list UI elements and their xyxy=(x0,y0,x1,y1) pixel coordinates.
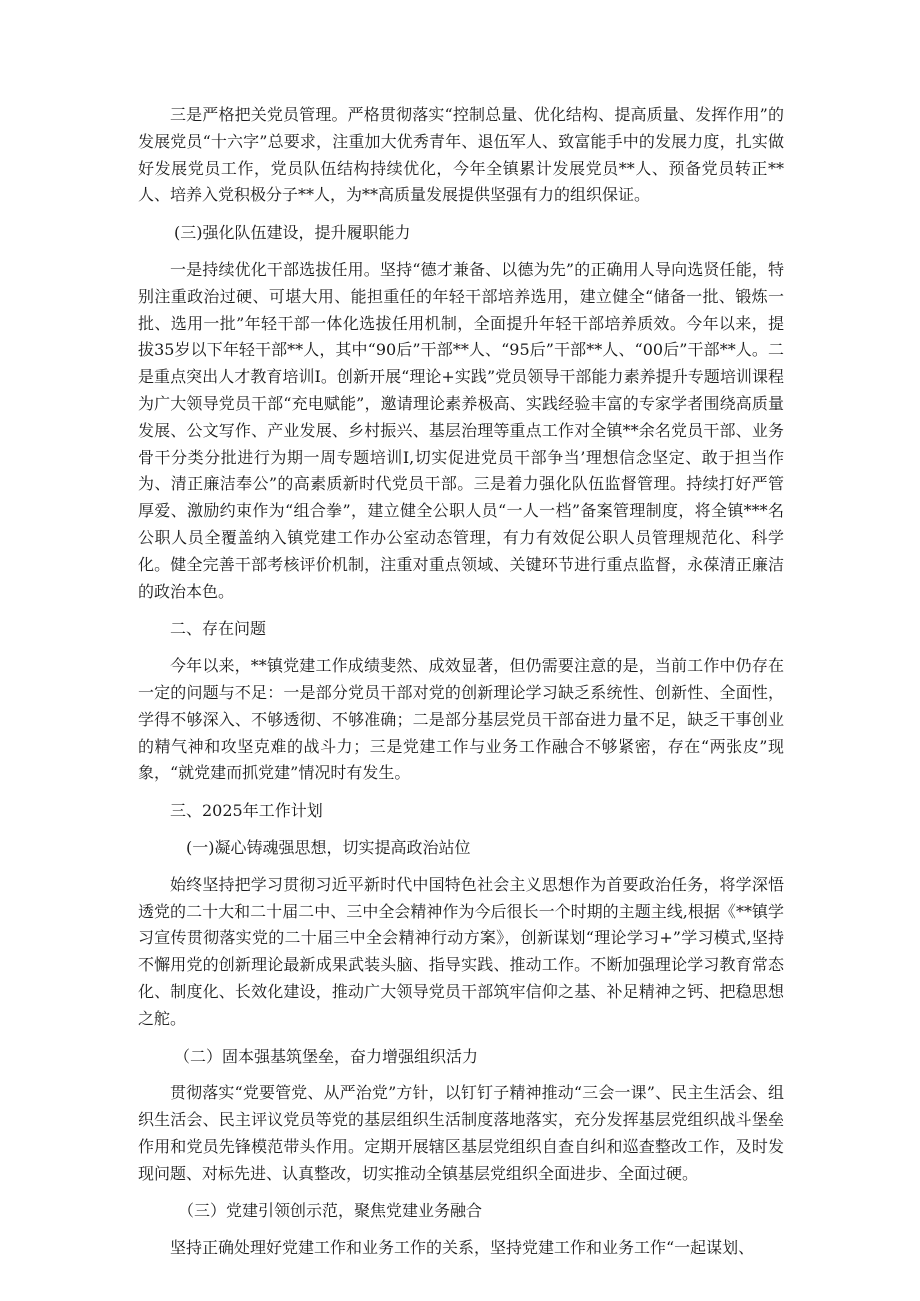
paragraph-cadre-selection: 一是持续优化干部选拔任用。坚持“德才兼备、以德为先”的正确用人导向选贤任能，特别注重政治过硬、可堪大用、能担重任的年轻干部培养选用，建立健全“储备一批、锻炼一批、选用一批”年轻干部一体化选拔任用机制，全面提升年轻干部培养质效。今年以来，提拔35岁以下年轻干部**人，其中“90后”干部**人、“95后”干部**人、“00后”干部**人。二是重点突出人才教育培训I。创新开展“理论+实践”党员领导干部能力素养提升专题培训课程为广大领导党员干部“充电赋能”，邀请理论素养极高、实践经验丰富的专家学者围绕高质量发展、公文写作、产业发展、乡村振兴、基层治理等重点工作对全镇**余名党员干部、业务骨干分类分批进行为期一周专题培训I,切实促进党员干部争当’理想信念坚定、敢于担当作为、清正廉洁奉公”的高素质新时代党员干部。三是着力强化队伍监督管理。持续打好严管厚爱、激励约束作为“组合拳”，建立健全公职人员“一人一档”备案管理制度，将全镇***名公职人员全覆盖纳入镇党建工作办公室动态管理，有力有效促公职人员管理规范化、科学化。健全完善干部考核评价机制，注重对重点领域、关键环节进行重点监督，永葆清正廉洁的政治本色。 xyxy=(138,259,784,601)
paragraph-integration: 坚持正确处理好党建工作和业务工作的关系，坚持党建工作和业务工作“一起谋划、 xyxy=(170,1238,755,1258)
paragraph-problems: 今年以来，**镇党建工作成绩斐然、成效显著，但仍需要注意的是，当前工作中仍存在一定的问题与不足：一是部分党员干部对党的创新理论学习缺乏系统性、创新性、全面性，学得不够深入、不够透彻、不够准确；二是部分基层党员干部奋进力量不足，缺乏干事创业的精气神和攻坚克难的战斗力；三是党建工作与业务工作融合不够紧密，存在“两张皮”现象，“就党建而抓党建”情况时有发生。 xyxy=(138,656,784,783)
subheading-team-building: (三)强化队伍建设，提升履职能力 xyxy=(174,223,411,243)
document-page xyxy=(138,102,784,1262)
paragraph-organization: 贯彻落实“党要管党、从严治党”方针，以钉钉子精神推动“三会一课”、民主生活会、组织生活会、民主评议党员等党的基层组织生活制度落地落实，充分发挥基层党组织战斗堡垒作用和党员先锋模范带头作用。定期开展辖区基层党组织自查自纠和巡查整改工作，及时发现问题、对标先进、认真整改，切实推动全镇基层党组织全面进步、全面过硬。 xyxy=(138,1083,784,1183)
heading-work-plan-2025: 三、2025年工作计划 xyxy=(170,801,323,821)
heading-existing-problems: 二、存在问题 xyxy=(170,619,267,639)
paragraph-ideology: 始终坚持把学习贯彻习近平新时代中国特色社会主义思想作为首要政治任务，将学深悟透党的二十大和二十届二中、三中全会精神作为今后很长一个时期的主题主线,根据《**镇学习宣传贯彻落实党的二十届三中全会精神行动方案》，创新谋划“理论学习+”学习模式,坚持不懈用党的创新理论最新成果武装头脑、指导实践、推动工作。不断加强理论学习教育常态化、制度化、长效化建设，推动广大领导党员干部筑牢信仰之基、补足精神之钙、把稳思想之舵。 xyxy=(138,874,784,1028)
subheading-organization: （二）固本强基筑堡垒，奋力增强组织活力 xyxy=(174,1046,479,1066)
subheading-ideology: (一)凝心铸魂强思想，切实提高政治站位 xyxy=(186,837,471,857)
subheading-integration: （三）党建引领创示范，聚焦党建业务融合 xyxy=(178,1201,483,1221)
paragraph-party-member-management: 三是严格把关党员管理。严格贯彻落实“控制总量、优化结构、提高质量、发挥作用”的发展党员“十六字”总要求，注重加大优秀青年、退伍军人、致富能手中的发展力度，扎实做好发展党员工作，党员队伍结构持续优化，今年全镇累计发展党员**人、预备党员转正**人、培养入党积极分子**人，为**高质量发展提供坚强有力的组织保证。 xyxy=(138,105,784,205)
